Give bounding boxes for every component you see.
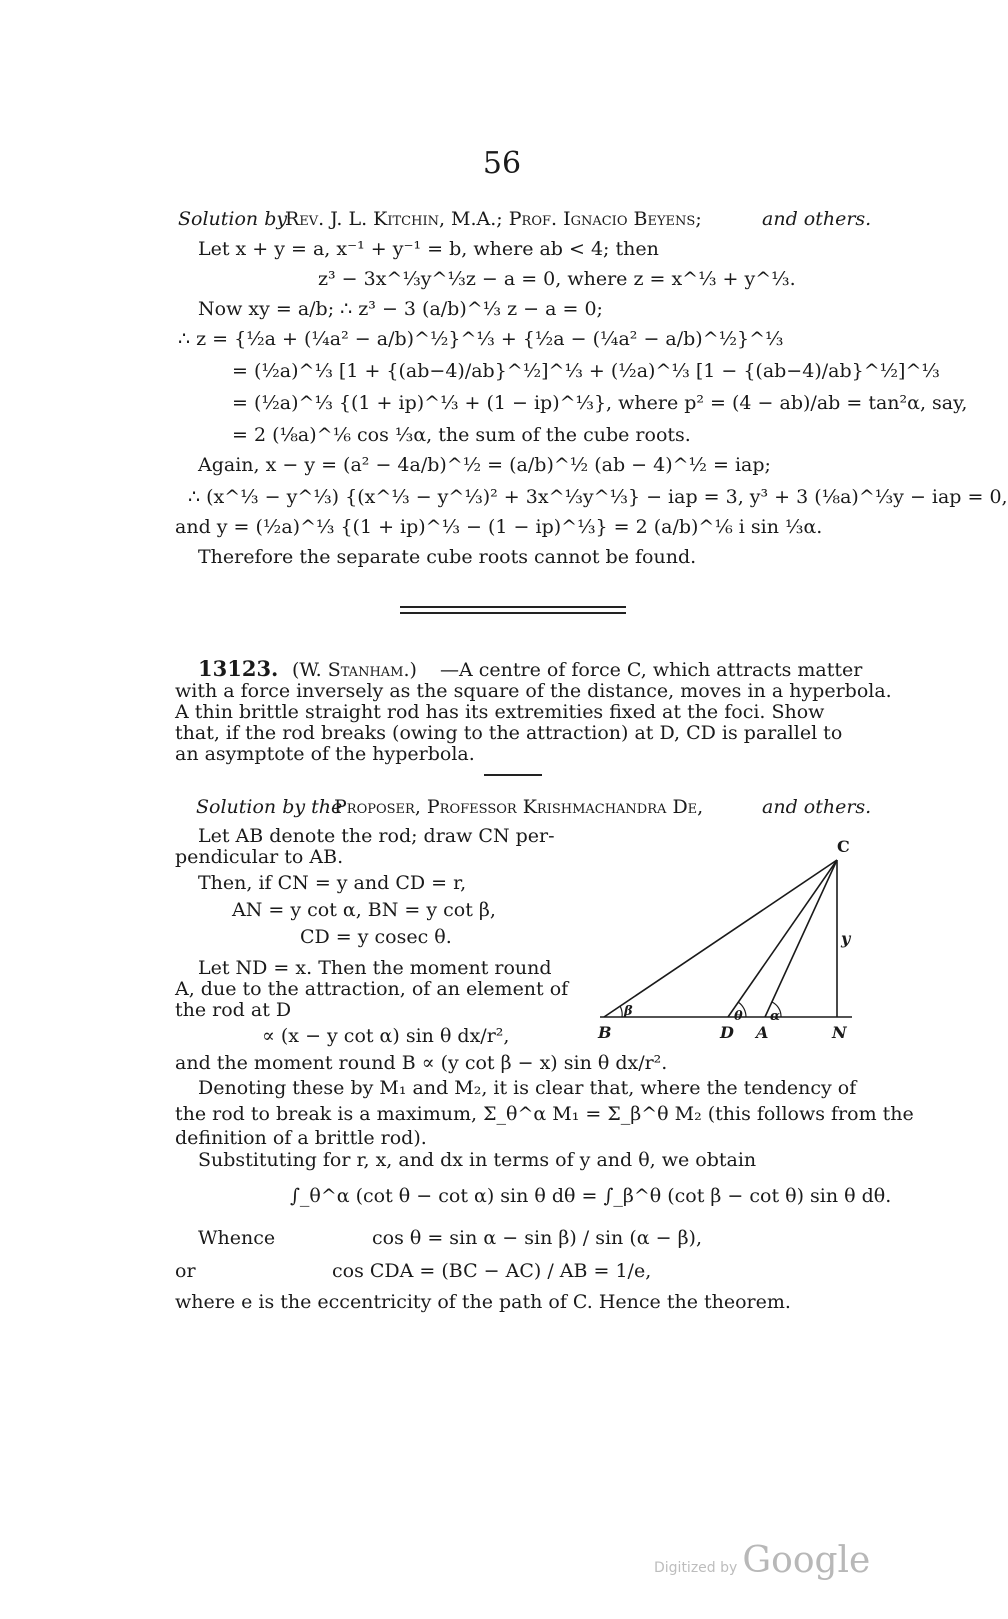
watermark-prefix: Digitized by: [654, 1560, 738, 1576]
angle-label-alpha: α: [770, 1009, 781, 1024]
problem-author: (W. Stanham.): [292, 659, 417, 681]
problem-number: 13123.: [198, 656, 279, 681]
conclusion-text: Therefore the separate cube roots cannot be found.: [198, 546, 697, 568]
solution-text-line: or: [175, 1260, 196, 1282]
solution-text-line: Denoting these by M₁ and M₂, it is clear that, where the tendency of: [198, 1077, 857, 1099]
equation-line: ∴ z = {½a + (¼a² − a/b)^½}^⅓ + {½a − (¼a² − a/b)^½}^⅓: [178, 328, 784, 350]
solution-text-line: Whence: [198, 1227, 276, 1249]
point-label-c: C: [837, 837, 850, 856]
page-number: 56: [482, 146, 522, 181]
equation-line: = (½a)^⅓ {(1 + ip)^⅓ + (1 − ip)^⅓}, where p² = (4 − ab)/ab = tan²α, say,: [232, 392, 968, 414]
solution-credit-tail: and others.: [762, 208, 872, 230]
equation-line: Now xy = a/b; ∴ z³ − 3 (a/b)^⅓ z − a = 0;: [198, 298, 603, 320]
short-divider: [484, 774, 542, 776]
solution-text-line: Substituting for r, x, and dx in terms of y and θ, we obtain: [198, 1149, 757, 1171]
solution-text-line: definition of a brittle rod).: [175, 1127, 427, 1149]
solution-text-line: Let ND = x. Then the moment round: [198, 957, 552, 979]
solution-text-line: where e is the eccentricity of the path of C. Hence the theorem.: [175, 1291, 791, 1313]
side-label-y: y: [841, 929, 851, 948]
solution-text-line: Then, if CN = y and CD = r,: [198, 872, 467, 894]
solution-text-line: Let AB denote the rod; draw CN per-: [198, 825, 555, 847]
section-divider: [400, 612, 626, 614]
point-label-a: A: [756, 1023, 769, 1042]
problem-text-line: A thin brittle straight rod has its extremities fixed at the foci. Show: [175, 701, 825, 723]
point-label-d: D: [720, 1023, 734, 1042]
solution-text-line: the rod at D: [175, 999, 292, 1021]
solution-text-line: the rod to break is a maximum, Σ_θ^α M₁ = Σ_β^θ M₂ (this follows from the: [175, 1103, 914, 1125]
problem-text-line: that, if the rod breaks (owing to the attraction) at D, CD is parallel to: [175, 722, 843, 744]
solution-text-line: and the moment round B ∝ (y cot β − x) sin θ dx/r².: [175, 1052, 668, 1074]
solution-text-line: ∝ (x − y cot α) sin θ dx/r²,: [262, 1025, 510, 1047]
problem-text-line: an asymptote of the hyperbola.: [175, 743, 475, 765]
solution-credit-names: Proposer, Professor Krishmachandra De,: [334, 796, 704, 818]
solution-text-line: CD = y cosec θ.: [300, 926, 452, 948]
problem-text-line: with a force inversely as the square of the distance, moves in a hyperbola.: [175, 680, 892, 702]
equation-line: and y = (½a)^⅓ {(1 + ip)^⅓ − (1 − ip)^⅓} = 2 (a/b)^⅙ i sin ⅓α.: [175, 516, 823, 538]
geometry-diagram: [598, 837, 870, 1050]
solution-credit-lead: Solution by the: [196, 796, 343, 818]
solution-text-line: pendicular to AB.: [175, 846, 344, 868]
solution-text-line: AN = y cot α, BN = y cot β,: [232, 899, 496, 921]
integral-equation: ∫_θ^α (cot θ − cot α) sin θ dθ = ∫_β^θ (cot β − cot θ) sin θ dθ.: [290, 1185, 892, 1207]
solution-credit-names: Rev. J. L. Kitchin, M.A.; Prof. Ignacio Beyens;: [285, 208, 702, 230]
equation-line: cos CDA = (BC − AC) / AB = 1/e,: [332, 1260, 652, 1282]
equation-line: Again, x − y = (a² − 4a/b)^½ = (a/b)^½ (ab − 4)^½ = iap;: [198, 454, 771, 476]
angle-label-beta: β: [624, 1004, 633, 1019]
google-logo: Google: [742, 1540, 871, 1581]
problem-text-line: —A centre of force C, which attracts matter: [440, 659, 863, 681]
equation-line: z³ − 3x^⅓y^⅓z − a = 0, where z = x^⅓ + y^⅓.: [318, 268, 796, 290]
equation-line: ∴ (x^⅓ − y^⅓) {(x^⅓ − y^⅓)² + 3x^⅓y^⅓} − iap = 3, y³ + 3 (⅛a)^⅓y − iap = 0,: [188, 486, 1008, 508]
line-bc: [604, 860, 837, 1017]
line-dc: [728, 860, 837, 1017]
solution-credit-tail: and others.: [762, 796, 872, 818]
equation-line: cos θ = sin α − sin β) / sin (α − β),: [372, 1227, 703, 1249]
digitized-watermark: [654, 1540, 870, 1581]
point-label-b: B: [598, 1023, 612, 1042]
solution-credit-lead: Solution by: [178, 208, 288, 230]
equation-line: = (½a)^⅓ [1 + {(ab−4)/ab}^½]^⅓ + (½a)^⅓ [1 − {(ab−4)/ab}^½]^⅓: [232, 360, 940, 382]
angle-label-theta: θ: [734, 1009, 743, 1024]
section-divider: [400, 606, 626, 608]
equation-line: Let x + y = a, x⁻¹ + y⁻¹ = b, where ab < 4; then: [198, 238, 659, 260]
angle-arc-beta: [620, 1006, 622, 1017]
point-label-n: N: [832, 1023, 847, 1042]
equation-line: = 2 (⅛a)^⅙ cos ⅓α, the sum of the cube roots.: [232, 424, 691, 446]
solution-text-line: A, due to the attraction, of an element of: [175, 978, 569, 1000]
